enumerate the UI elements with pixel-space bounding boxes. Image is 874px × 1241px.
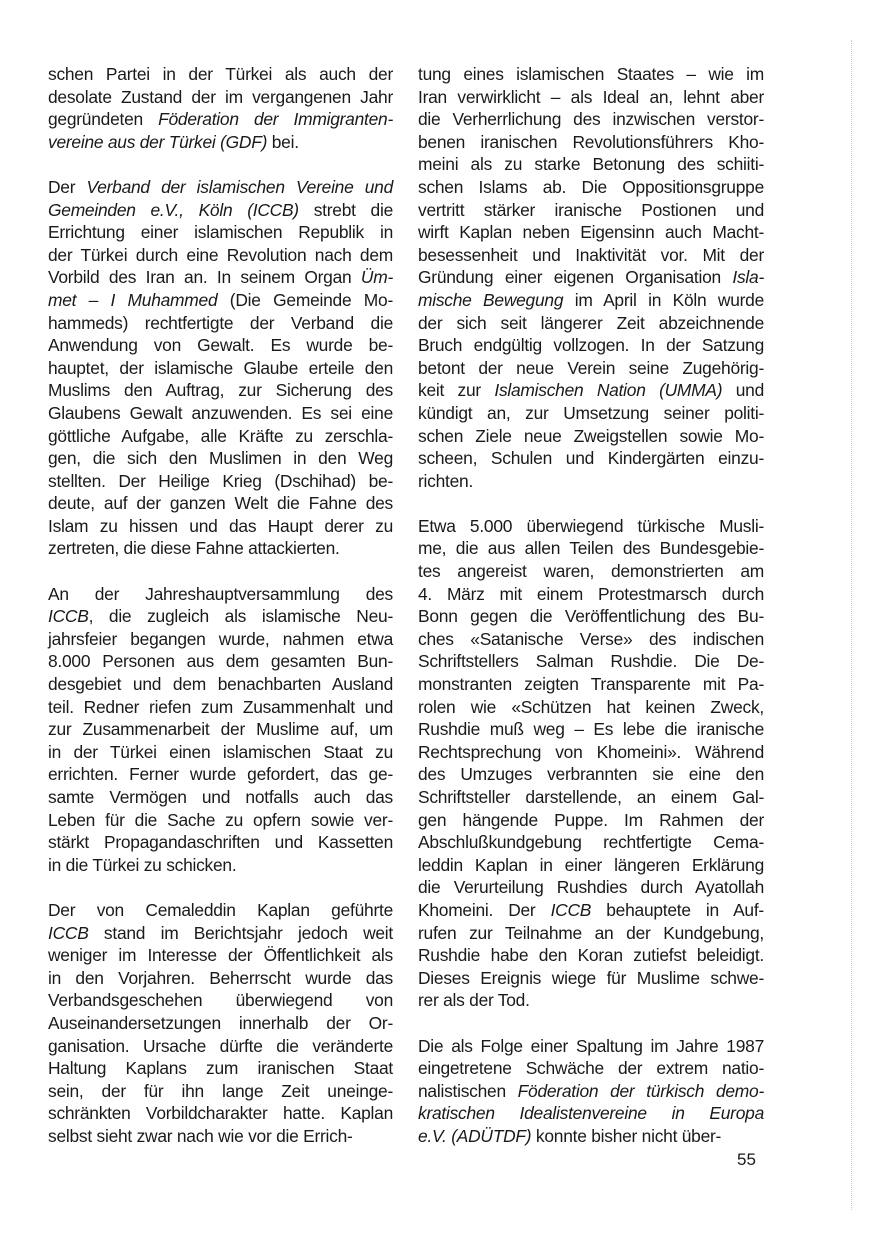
text-line: [48, 696, 393, 719]
italic-text: mische Bewegung: [418, 289, 564, 310]
text-line: [418, 108, 764, 131]
line-text: gegründeten: [48, 109, 159, 130]
line-text: scheen, Schulen und Kindergärten einzu-: [418, 448, 764, 469]
text-line: [48, 470, 393, 493]
text-line: [418, 922, 764, 945]
text-line: [418, 266, 764, 289]
line-text: der Türkei durch eine Revolution nach dem: [48, 244, 393, 265]
line-text: keit zur: [418, 380, 495, 401]
text-line: [48, 537, 393, 560]
text-line: [418, 718, 764, 741]
text-line: [48, 967, 393, 990]
line-text: Der: [48, 176, 87, 197]
line-text: richten.: [418, 470, 474, 491]
line-text: konnte bisher nicht über-: [531, 1125, 722, 1146]
text-line: [418, 583, 764, 606]
text-line: [48, 628, 393, 651]
text-line: [418, 425, 764, 448]
line-text: 4. März mit einem Protestmarsch durch: [418, 583, 764, 604]
text-line: [48, 1057, 393, 1080]
italic-text: met – I Muhammed: [48, 289, 218, 310]
line-text: sein, der für ihn lange Zeit uneinge-: [48, 1080, 393, 1101]
line-text: hammeds) rechtfertigte der Verband die: [48, 312, 393, 333]
text-line: [418, 63, 764, 86]
line-text: Bonn gegen die Veröffentlichung des Bu-: [418, 606, 764, 627]
line-text: strebt die: [298, 199, 393, 220]
text-line: [418, 854, 764, 877]
line-text: Anwendung von Gewalt. Es wurde be-: [48, 335, 393, 356]
line-text: stellten. Der Heilige Krieg (Dschihad) be-: [48, 470, 393, 491]
paragraph-gap: [48, 153, 393, 176]
line-text: teil. Redner riefen zum Zusammenhalt und: [48, 696, 393, 717]
text-line: [418, 763, 764, 786]
text-line: [418, 537, 764, 560]
left-column: [48, 63, 393, 1148]
text-line: [48, 379, 393, 402]
text-line: [418, 628, 764, 651]
line-text: Errichtung einer islamischen Republik in: [48, 222, 393, 243]
text-line: [48, 357, 393, 380]
margin-rule: [851, 40, 852, 1210]
text-line: [48, 831, 393, 854]
text-line: [48, 334, 393, 357]
text-line: [48, 244, 393, 267]
line-text: Khomeini. Der: [418, 899, 551, 920]
text-line: [48, 266, 393, 289]
line-text: Schriftstellers Salman Rushdie. Die De-: [418, 651, 764, 672]
line-text: stärkt Propagandaschriften und Kassetten: [48, 832, 393, 853]
line-text: gen, die sich den Muslimen in den Weg: [48, 448, 393, 469]
text-line: [418, 515, 764, 538]
line-text: schen Ziele neue Zweigstellen sowie Mo-: [418, 425, 764, 446]
line-text: Etwa 5.000 überwiegend türkische Musli-: [418, 515, 764, 536]
line-text: Haltung Kaplans zum iranischen Staat: [48, 1058, 393, 1079]
line-text: selbst sieht zwar nach wie vor die Errich-: [48, 1125, 353, 1146]
text-line: [48, 673, 393, 696]
text-line: [418, 741, 764, 764]
text-line: [418, 357, 764, 380]
text-line: [418, 673, 764, 696]
line-text: vertritt stärker iranische Postionen und: [418, 199, 764, 220]
text-line: [418, 334, 764, 357]
text-line: [418, 560, 764, 583]
italic-text: Gemeinden e.V., Köln (ICCB): [48, 199, 299, 220]
text-line: [48, 1012, 393, 1035]
italic-text: ICCB: [48, 922, 89, 943]
text-line: [48, 605, 393, 628]
text-line: [418, 379, 764, 402]
line-text: Dieses Ereignis wiege für Muslime schwe-: [418, 967, 764, 988]
text-line: [418, 221, 764, 244]
line-text: benen iranischen Revolutionsführers Kho-: [418, 131, 764, 152]
paragraph-gap: [48, 876, 393, 899]
text-line: [48, 718, 393, 741]
line-text: 8.000 Personen aus dem gesamten Bun-: [48, 651, 393, 672]
line-text: (Die Gemeinde Mo-: [217, 289, 393, 310]
text-line: [48, 899, 393, 922]
line-text: Vorbild des Iran an. In seinem Organ: [48, 267, 361, 288]
text-line: [418, 289, 764, 312]
text-line: [48, 199, 393, 222]
line-text: im April in Köln wurde: [563, 289, 764, 310]
line-text: schen Islams ab. Die Oppositionsgruppe: [418, 176, 764, 197]
line-text: in den Vorjahren. Beherrscht wurde das: [48, 967, 393, 988]
text-line: [48, 809, 393, 832]
text-line: [418, 470, 764, 493]
page-number: 55: [737, 1150, 756, 1169]
line-text: die Verurteilung Rushdies durch Ayatollah: [418, 877, 764, 898]
line-text: me, die aus allen Teilen des Bundesgebie-: [418, 538, 764, 559]
line-text: Der von Cemaleddin Kaplan geführte: [48, 899, 393, 920]
italic-text: ICCB: [550, 899, 592, 920]
italic-text: Föderation der türkisch demo-: [517, 1080, 764, 1101]
line-text: desolate Zustand der im vergangenen Jahr: [48, 86, 393, 107]
line-text: schen Partei in der Türkei als auch der: [48, 64, 393, 84]
text-line: [48, 1125, 393, 1148]
line-text: tes angereist waren, demonstrierten am: [418, 561, 764, 582]
text-line: [418, 447, 764, 470]
line-text: rufen zur Teilnahme an der Kundgebung,: [418, 922, 764, 943]
text-line: [48, 1102, 393, 1125]
line-text: in die Türkei zu schicken.: [48, 854, 237, 875]
italic-text: Isla-: [732, 267, 764, 288]
text-line: [418, 831, 764, 854]
text-line: [48, 86, 393, 109]
text-line: [48, 650, 393, 673]
line-text: ches «Satanische Verse» des indischen: [418, 628, 764, 649]
line-text: Bruch endgültig vollzogen. In der Satzung: [418, 335, 764, 356]
line-text: in der Türkei einen islamischen Staat zu: [48, 741, 393, 762]
line-text: Rushdie muß weg – Es lebe die iranische: [418, 719, 764, 740]
line-text: zur Zusammenarbeit der Muslime auf, um: [48, 719, 393, 740]
paragraph-gap: [418, 1012, 764, 1035]
text-line: [418, 1057, 764, 1080]
line-text: Leben für die Sache zu opfern sowie ver-: [48, 809, 393, 830]
text-line: [48, 312, 393, 335]
line-text: die Verherrlichung des inzwischen verstor-: [418, 109, 764, 130]
paragraph-gap: [418, 492, 764, 515]
italic-text: vereine aus der Türkei (GDF): [48, 131, 268, 152]
text-line: [48, 492, 393, 515]
text-line: [48, 131, 393, 154]
line-text: deute, auf der ganzen Welt die Fahne des: [48, 493, 393, 514]
line-text: des Umzuges verbrannten sie eine den: [418, 764, 764, 785]
text-line: [418, 1102, 764, 1125]
text-line: [418, 809, 764, 832]
text-line: [48, 922, 393, 945]
text-line: [418, 967, 764, 990]
text-line: [48, 425, 393, 448]
line-text: meini als zu starke Betonung des schiiti-: [418, 154, 764, 175]
line-text: samte Vermögen und notfalls auch das: [48, 787, 393, 807]
text-line: [418, 876, 764, 899]
text-line: [48, 763, 393, 786]
line-text: Die als Folge einer Spaltung im Jahre 1987: [418, 1035, 764, 1056]
text-line: [48, 221, 393, 244]
line-text: errichten. Ferner wurde gefordert, das ge-: [48, 764, 393, 785]
text-line: [418, 402, 764, 425]
text-line: [418, 199, 764, 222]
text-line: [418, 131, 764, 154]
italic-text: kratischen Idealistenvereine in Europa: [418, 1103, 764, 1124]
line-text: kündigt an, zur Umsetzung seiner politi-: [418, 402, 764, 423]
paragraph-gap: [48, 560, 393, 583]
text-line: [48, 1080, 393, 1103]
line-text: Schriftsteller darstellende, an einem Gal-: [418, 787, 764, 807]
line-text: Auseinandersetzungen innerhalb der Or-: [48, 1012, 393, 1033]
line-text: Abschlußkundgebung rechtfertigte Cema-: [418, 832, 764, 853]
line-text: zertreten, die diese Fahne attackierten.: [48, 538, 340, 559]
line-text: desgebiet und dem benachbarten Ausland: [48, 674, 393, 695]
line-text: wirft Kaplan neben Eigensinn auch Macht-: [418, 222, 764, 243]
italic-text: ICCB: [48, 606, 89, 627]
text-line: [48, 176, 393, 199]
text-line: [48, 108, 393, 131]
right-column: [418, 63, 764, 1148]
line-text: An der Jahreshauptversammlung des: [48, 583, 393, 604]
line-text: Glaubens Gewalt anzuwenden. Es sei eine: [48, 402, 393, 423]
line-text: der sich seit längerer Zeit abzeichnende: [418, 312, 764, 333]
text-line: [418, 1035, 764, 1058]
text-line: [418, 696, 764, 719]
line-text: bei.: [267, 131, 299, 152]
text-line: [48, 447, 393, 470]
text-line: [48, 741, 393, 764]
text-line: [418, 244, 764, 267]
line-text: gen hängende Puppe. Im Rahmen der: [418, 809, 764, 830]
italic-text: Föderation der Immigranten-: [158, 109, 393, 130]
line-text: Iran verwirklicht – als Ideal an, lehnt aber: [418, 86, 764, 107]
line-text: göttliche Aufgabe, alle Kräfte zu zerschla-: [48, 425, 393, 446]
line-text: und: [722, 380, 765, 401]
text-line: [48, 289, 393, 312]
text-line: [418, 899, 764, 922]
text-line: [418, 176, 764, 199]
line-text: ganisation. Ursache dürfte die veränderte: [48, 1035, 393, 1056]
line-text: behauptete in Auf-: [591, 899, 764, 920]
italic-text: e.V. (ADÜTDF): [418, 1125, 532, 1146]
text-line: [48, 515, 393, 538]
italic-text: Verband der islamischen Vereine und: [86, 176, 394, 197]
text-line: [418, 944, 764, 967]
text-line: [48, 1035, 393, 1058]
text-line: [418, 153, 764, 176]
text-line: [418, 1125, 764, 1148]
text-line: [48, 786, 393, 809]
line-text: betont der neue Verein seine Zugehörig-: [418, 357, 764, 378]
line-text: , die zugleich als islamische Neu-: [88, 606, 393, 627]
line-text: schränkten Vorbildcharakter hatte. Kaplan: [48, 1103, 393, 1124]
line-text: weniger im Interesse der Öffentlichkeit als: [48, 945, 393, 966]
line-text: Verbandsgeschehen überwiegend von: [48, 990, 393, 1011]
line-text: Muslims den Auftrag, zur Sicherung des: [48, 380, 393, 401]
line-text: hauptet, der islamische Glaube erteile den: [48, 357, 393, 378]
text-line: [418, 86, 764, 109]
line-text: nalistischen: [418, 1080, 518, 1101]
text-line: [48, 944, 393, 967]
italic-text: Üm-: [360, 267, 393, 288]
line-text: jahrsfeier begangen wurde, nahmen etwa: [48, 628, 393, 649]
text-line: [48, 854, 393, 877]
text-line: [48, 583, 393, 606]
line-text: Islam zu hissen und das Haupt derer zu: [48, 515, 393, 536]
text-line: [418, 989, 764, 1012]
line-text: rer als der Tod.: [418, 990, 530, 1011]
text-line: [418, 312, 764, 335]
line-text: rolen wie «Schützen hat keinen Zweck,: [418, 696, 764, 717]
italic-text: Islamischen Nation (UMMA): [494, 380, 723, 401]
line-text: stand im Berichtsjahr jedoch weit: [88, 922, 393, 943]
text-line: [418, 786, 764, 809]
text-line: [418, 605, 764, 628]
line-text: monstranten zeigten Transparente mit Pa-: [418, 674, 764, 695]
line-text: tung eines islamischen Staates – wie im: [418, 64, 764, 84]
text-line: [48, 989, 393, 1012]
line-text: Rechtsprechung von Khomeini». Während: [418, 741, 764, 762]
text-line: [48, 63, 393, 86]
text-line: [48, 402, 393, 425]
text-line: [418, 1080, 764, 1103]
line-text: leddin Kaplan in einer längeren Erklärung: [418, 854, 764, 875]
text-line: [418, 650, 764, 673]
line-text: eingetretene Schwäche der extrem natio-: [418, 1058, 764, 1079]
line-text: Gründung einer eigenen Organisation: [418, 267, 733, 288]
line-text: Rushdie habe den Koran zutiefst beleidigt.: [418, 945, 764, 966]
line-text: besessenheit und Inaktivität vor. Mit der: [418, 244, 764, 265]
